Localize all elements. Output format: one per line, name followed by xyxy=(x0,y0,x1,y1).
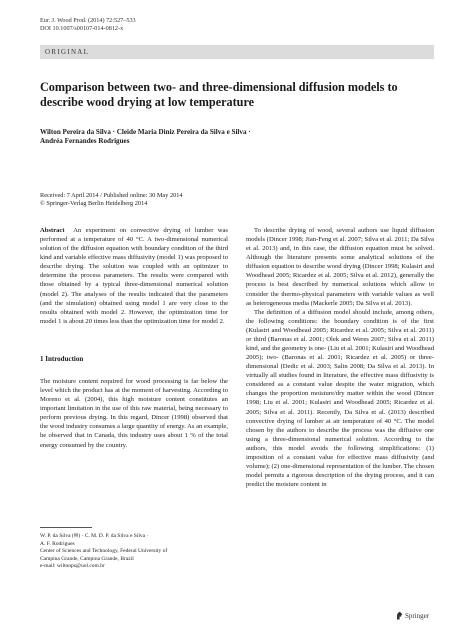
abstract-text: An experiment on convective drying of lumber was performed at a temperature of 40 °C. A two-dimensional numerical solution of the diffusion equation with boundary condition of the third kind and variable effective mass diffusivity (model 1) was proposed to describe drying. The solution was coupled with an optimizer to determine the process parameters. The results were compared with those obtained by a typical three-dimensional numerical solution (model 2). The analyses of the results indicated that the parameters (and the simulation) obtained using model 1 are very close to the results obtained with model 2. However, the optimization time for model 1 is about 20 times less than the optimization time for model 2. xyxy=(40,227,228,325)
corr-names-2: A. F. Rodrigues xyxy=(40,540,75,547)
publisher-logo xyxy=(396,611,429,620)
author-line-2: Andréa Fernandes Rodrigues xyxy=(40,137,130,146)
body-paragraph-2: The definition of a diffusion model should include, among others, the following conditions: the boundary condition is of the first (Kulasiri and Woodhead 2005; Ricardez et al. 2005; Silva et al. 2011) or third (Baronas et al. 2001; Olek and Weres 2007; Silva et al. 2011) kind, and the geometry is one- (Liu et al. 2001; Kulasiri and Woodhead 2005); two- (Baronas et al. 2001; Ricardez et al. 2005) or three-dimensional (Dedic et al. 2003; Salin 2008; Da Silva et al. 2013). In virtually all studies found in literature, the effective mass diffusivity is considered as a constant value despite the water migration, which changes the proportion moisture/dry matter within the wood (Dincer 1998; Liu et al. 2001; Kulasiri and Woodhead 2005; Ricardez et al. 2005; Silva et al. 2011). Recently, Da Silva et al. (2013) described convective drying of lumber at air temperature of 40 °C. The model chosen by the authors to describe the process was the diffusive one using a three-dimensional numerical solution. According to the authors, this model avoids the following simplifications: (1) imposition of a constant value for effective mass diffusivity (and volume); (2) one-dimensional representation of the lumber. The chosen model permits a rigorous description of the drying process, and it can predict the moisture content in xyxy=(246,308,434,489)
right-column-body xyxy=(246,226,434,489)
footnote-rule xyxy=(40,527,92,528)
copyright-line: © Springer-Verlag Berlin Heidelberg 2014 xyxy=(40,200,148,208)
section-heading-introduction: 1 Introduction xyxy=(40,355,84,363)
body-paragraph-1: To describe drying of wood, several authors use liquid diffusion models (Dincer 1998; Jian-Feng et al. 2007; Silva et al. 2011; Da Silva et al. 2013) and, in this case, the diffusion equation must be solved. Although the literature presents some analytical solutions of the diffusion equation to describe wood drying (Dincer 1998; Kulasiri and Woodhead 2005; Ricardez et al. 2005; Silva et al. 2012), generally the process is best described by numerical solutions which allow to consider the thermo-physical parameters with variable values as well as heterogeneous media (Mackerle 2005; Da Silva et al. 2013). xyxy=(246,227,434,307)
corr-email[interactable]: e-mail: wiltonps@uol.com.br xyxy=(40,563,105,570)
received-date: Received: 7 April 2014 / Published online: 30 May 2014 xyxy=(40,192,183,199)
journal-citation: Eur. J. Wood Prod. (2014) 72:527–533 xyxy=(40,17,136,24)
article-type-label: ORIGINAL xyxy=(45,47,90,56)
publication-dates xyxy=(40,192,440,209)
corr-affiliation-1: Center of Sciences and Technology, Federal University of xyxy=(40,548,168,555)
abstract-label: Abstract xyxy=(40,227,65,234)
abstract-block xyxy=(40,226,228,326)
corr-affiliation-2: Campina Grande, Campina Grande, Brazil xyxy=(40,555,134,562)
paper-title: Comparison between two- and three-dimensional diffusion models to describe wood drying at low temperature xyxy=(40,80,398,109)
article-type-badge xyxy=(40,45,434,59)
springer-knight-icon xyxy=(396,611,403,620)
author-line-1: Wilton Pereira da Silva · Cleide Maria Diniz Pereira da Silva e Silva · xyxy=(40,128,251,136)
correspondence-footnote xyxy=(40,533,228,571)
corr-names: W. P. da Silva (✉) · C. M. D. P. da Silva e Silva · xyxy=(40,533,149,539)
introduction-body xyxy=(40,377,228,450)
author-list xyxy=(40,128,440,147)
doi-line: DOI 10.1007/s00107-014-0812-x xyxy=(40,25,124,33)
publisher-name: Springer xyxy=(405,611,430,620)
journal-header xyxy=(40,17,136,34)
intro-paragraph: The moisture content required for wood processing is far below the level which the product has at the moment of harvesting. According to Moreno et al. (2004), this high moisture content constitutes an important limitation in the use of this raw material, being necessary to perform previous drying. In this regard, Dincer (1998) observed that the wood industry consumes a large quantity of energy. As an example, he observed that in Canada, this industry uses about 1 % of the total energy consumed by the country. xyxy=(40,378,228,449)
